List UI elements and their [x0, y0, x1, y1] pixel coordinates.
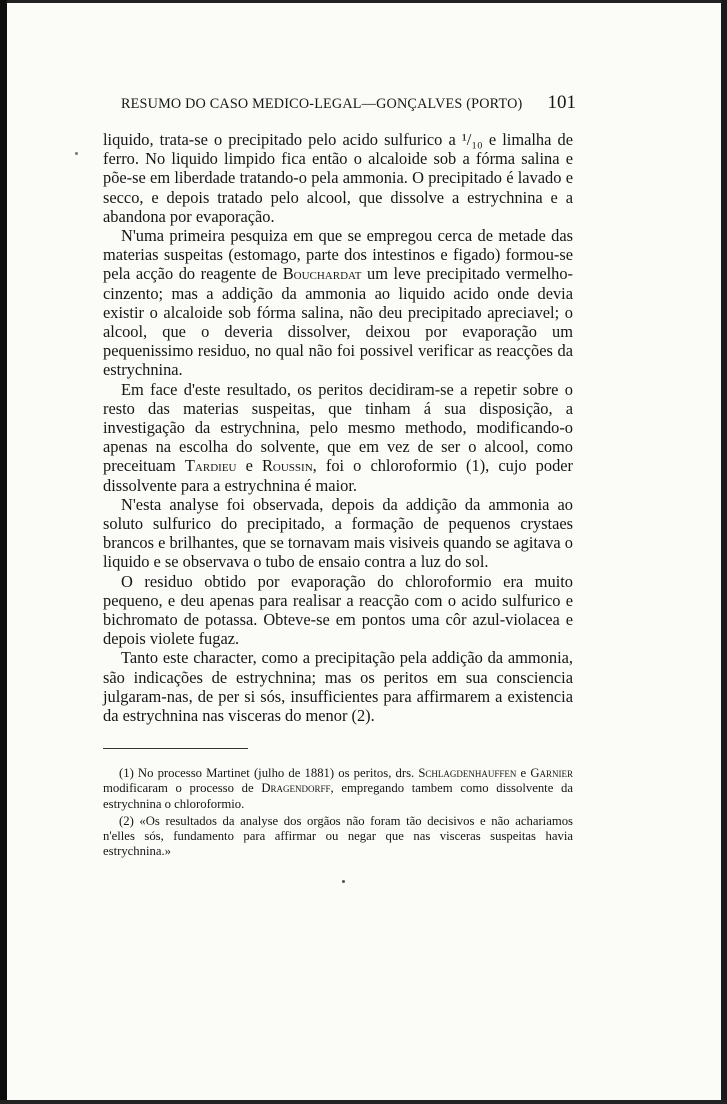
- footnote-1-text-a: (1) No processo Martinet (julho de 1881) os peritos, drs.: [119, 766, 419, 780]
- paragraph-5: O residuo obtido por evaporação do chloroformio era muito pequeno, e deu apenas para realisar a reacção com o acido sulfurico e bichromato de potassa. Obteve-se em pontos uma côr azul-violacea e depois violete fugaz.: [103, 571, 573, 649]
- footnote-divider: [103, 748, 248, 749]
- page-header: [121, 92, 576, 118]
- author-name-tardieu: Tardieu: [184, 456, 237, 476]
- footnote-1-text-b: modificaram o processo de: [103, 781, 262, 796]
- paragraph-3-conjunction: e: [236, 456, 262, 476]
- paragraph-2: [103, 226, 573, 380]
- footnote-1: [103, 766, 573, 812]
- margin-speck: [75, 152, 78, 155]
- paragraph-3: [103, 380, 573, 495]
- paragraph-2-text-b: um leve precipitado vermelho-cinzento; mas a addição da ammonia ao liquido acido onde devia existir o alcaloide sob fórma salina, não deu precipitado apreciavel; o alcool, que o deveria dissolver, deixou por evaporação um pequenissimo residuo, no qual não foi possivel verificar as reacções da estrychnina.: [103, 264, 573, 380]
- paragraph-3-text-b: , foi o chloroformio (1), cujo poder dissolvente para a estrychnina é maior.: [103, 456, 573, 495]
- author-name-bouchardat: Bouchardat: [282, 264, 362, 284]
- scan-border-left: [0, 0, 7, 1104]
- paragraph-4: N'esta analyse foi observada, depois da addição da ammonia ao soluto sulfurico do precipitado, a formação de pequenos crystaes brancos e brilhantes, que se tornavam mais visiveis quando se agitava o liquido e se observava o tubo de ensaio contra a luz do sol.: [103, 494, 573, 572]
- page-speck: [342, 880, 345, 883]
- footnote-2: (2) «Os resultados da analyse dos orgãos não foram tão decisivos e não achariamos n'elles sós, fundamento para affirmar ou negar que nas visceras suspeitas havia estrychnina.»: [103, 813, 573, 859]
- paragraph-6: Tanto este character, como a precipitação pela addição da ammonia, são indicações de estrychnina; mas os peritos em sua consciencia julgaram-nas, de per si sós, insufficientes para affirmarem a existencia da estrychnina nas visceras do menor (2).: [103, 648, 573, 726]
- author-name-dragendorff: Dragendorff: [261, 781, 331, 796]
- footnote-1-conjunction: e: [516, 766, 531, 780]
- scan-border-bottom: [0, 1100, 727, 1104]
- footnotes: [103, 766, 573, 862]
- author-name-schlagdenhauffen: Schlagdenhauffen: [418, 766, 517, 780]
- author-name-garnier: Garnier: [530, 766, 573, 780]
- paragraph-1: liquido, trata-se o precipitado pelo acido sulfurico a ¹/₁₀ e limalha de ferro. No liquido limpido fica então o alcaloide sob a fórma salina e põe-se em liberdade tratando-o pela ammonia. O precipitado é lavado e secco, e depois tratado pelo alcool, que dissolve a estrychnina e a abandona por evaporação.: [103, 130, 573, 226]
- author-name-roussin: Roussin: [261, 456, 313, 476]
- paragraph-2-text-a: N'uma primeira pesquiza em que se empregou cerca de metade das materias suspeitas (estomago, parte dos intestinos e figado) formou-se pela acção do reagente de: [103, 226, 573, 284]
- main-text: [103, 130, 573, 725]
- page-number: 101: [547, 92, 576, 113]
- running-title: RESUMO DO CASO MEDICO-LEGAL—GONÇALVES (PORTO): [121, 96, 523, 112]
- scan-border-right: [721, 0, 727, 1104]
- paragraph-3-text-a: Em face d'este resultado, os peritos decidiram-se a repetir sobre o resto das materias suspeitas, que tinham á sua disposição, a investigação da estrychnina, pelo mesmo methodo, modificando-o apenas na escolha do solvente, que em vez de ser o alcool, como preceituam: [103, 379, 573, 476]
- footnote-1-text-c: , empregando tambem como dissolvente da estrychnina o chloroformio.: [103, 781, 573, 811]
